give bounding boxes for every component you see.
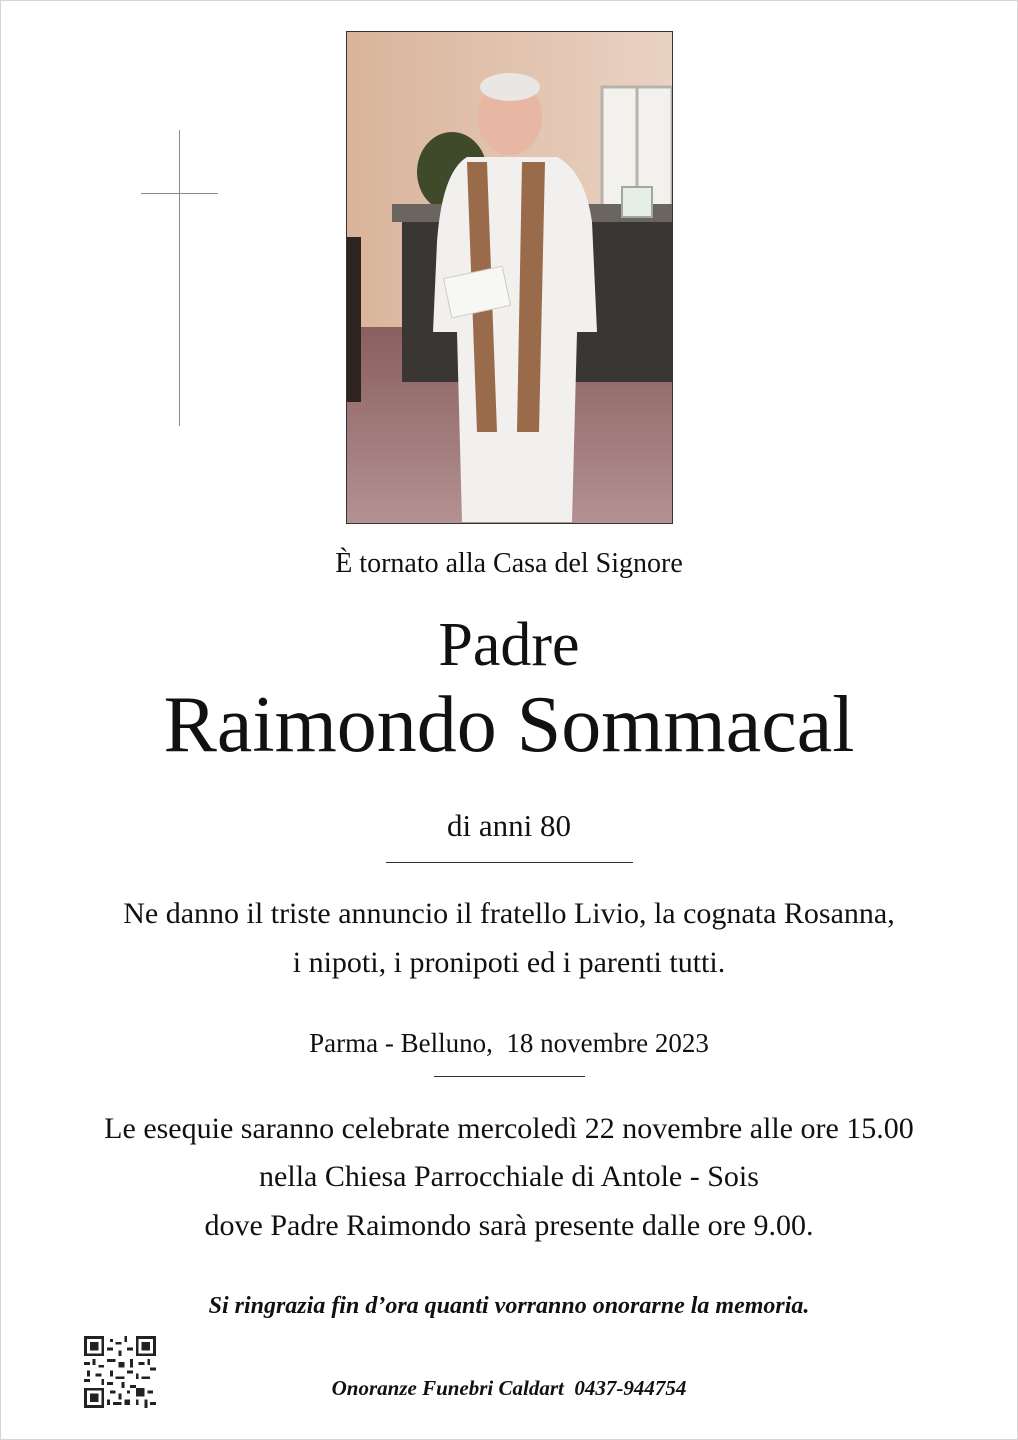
funeral-details-line: nella Chiesa Parrocchiale di Antole - Sois <box>259 1160 759 1193</box>
intro-text: È tornato alla Casa del Signore <box>335 548 683 579</box>
place-date: Parma - Belluno, 18 novembre 2023 <box>309 1028 709 1058</box>
funeral-agency: Onoranze Funebri Caldart 0437-944754 <box>331 1376 687 1400</box>
age-text: di anni 80 <box>447 808 571 843</box>
portrait-photo <box>346 31 673 524</box>
funeral-details-line: dove Padre Raimondo sarà presente dalle ore 9.00. <box>204 1209 814 1242</box>
funeral-details-line: Le esequie saranno celebrate mercoledì 22 novembre alle ore 15.00 <box>104 1112 914 1145</box>
deceased-title: Padre <box>438 611 580 679</box>
family-announcement-line: Ne danno il triste annuncio il fratello Livio, la cognata Rosanna, <box>123 897 895 930</box>
family-announcement-line: i nipoti, i pronipoti ed i parenti tutti. <box>292 946 726 979</box>
deceased-name: Raimondo Sommacal <box>163 681 855 769</box>
qr-code-icon[interactable] <box>84 1336 156 1408</box>
divider <box>434 1076 585 1077</box>
divider <box>386 862 633 863</box>
thanks-text: Si ringrazia fin d’ora quanti vorranno onorarne la memoria. <box>208 1293 810 1319</box>
